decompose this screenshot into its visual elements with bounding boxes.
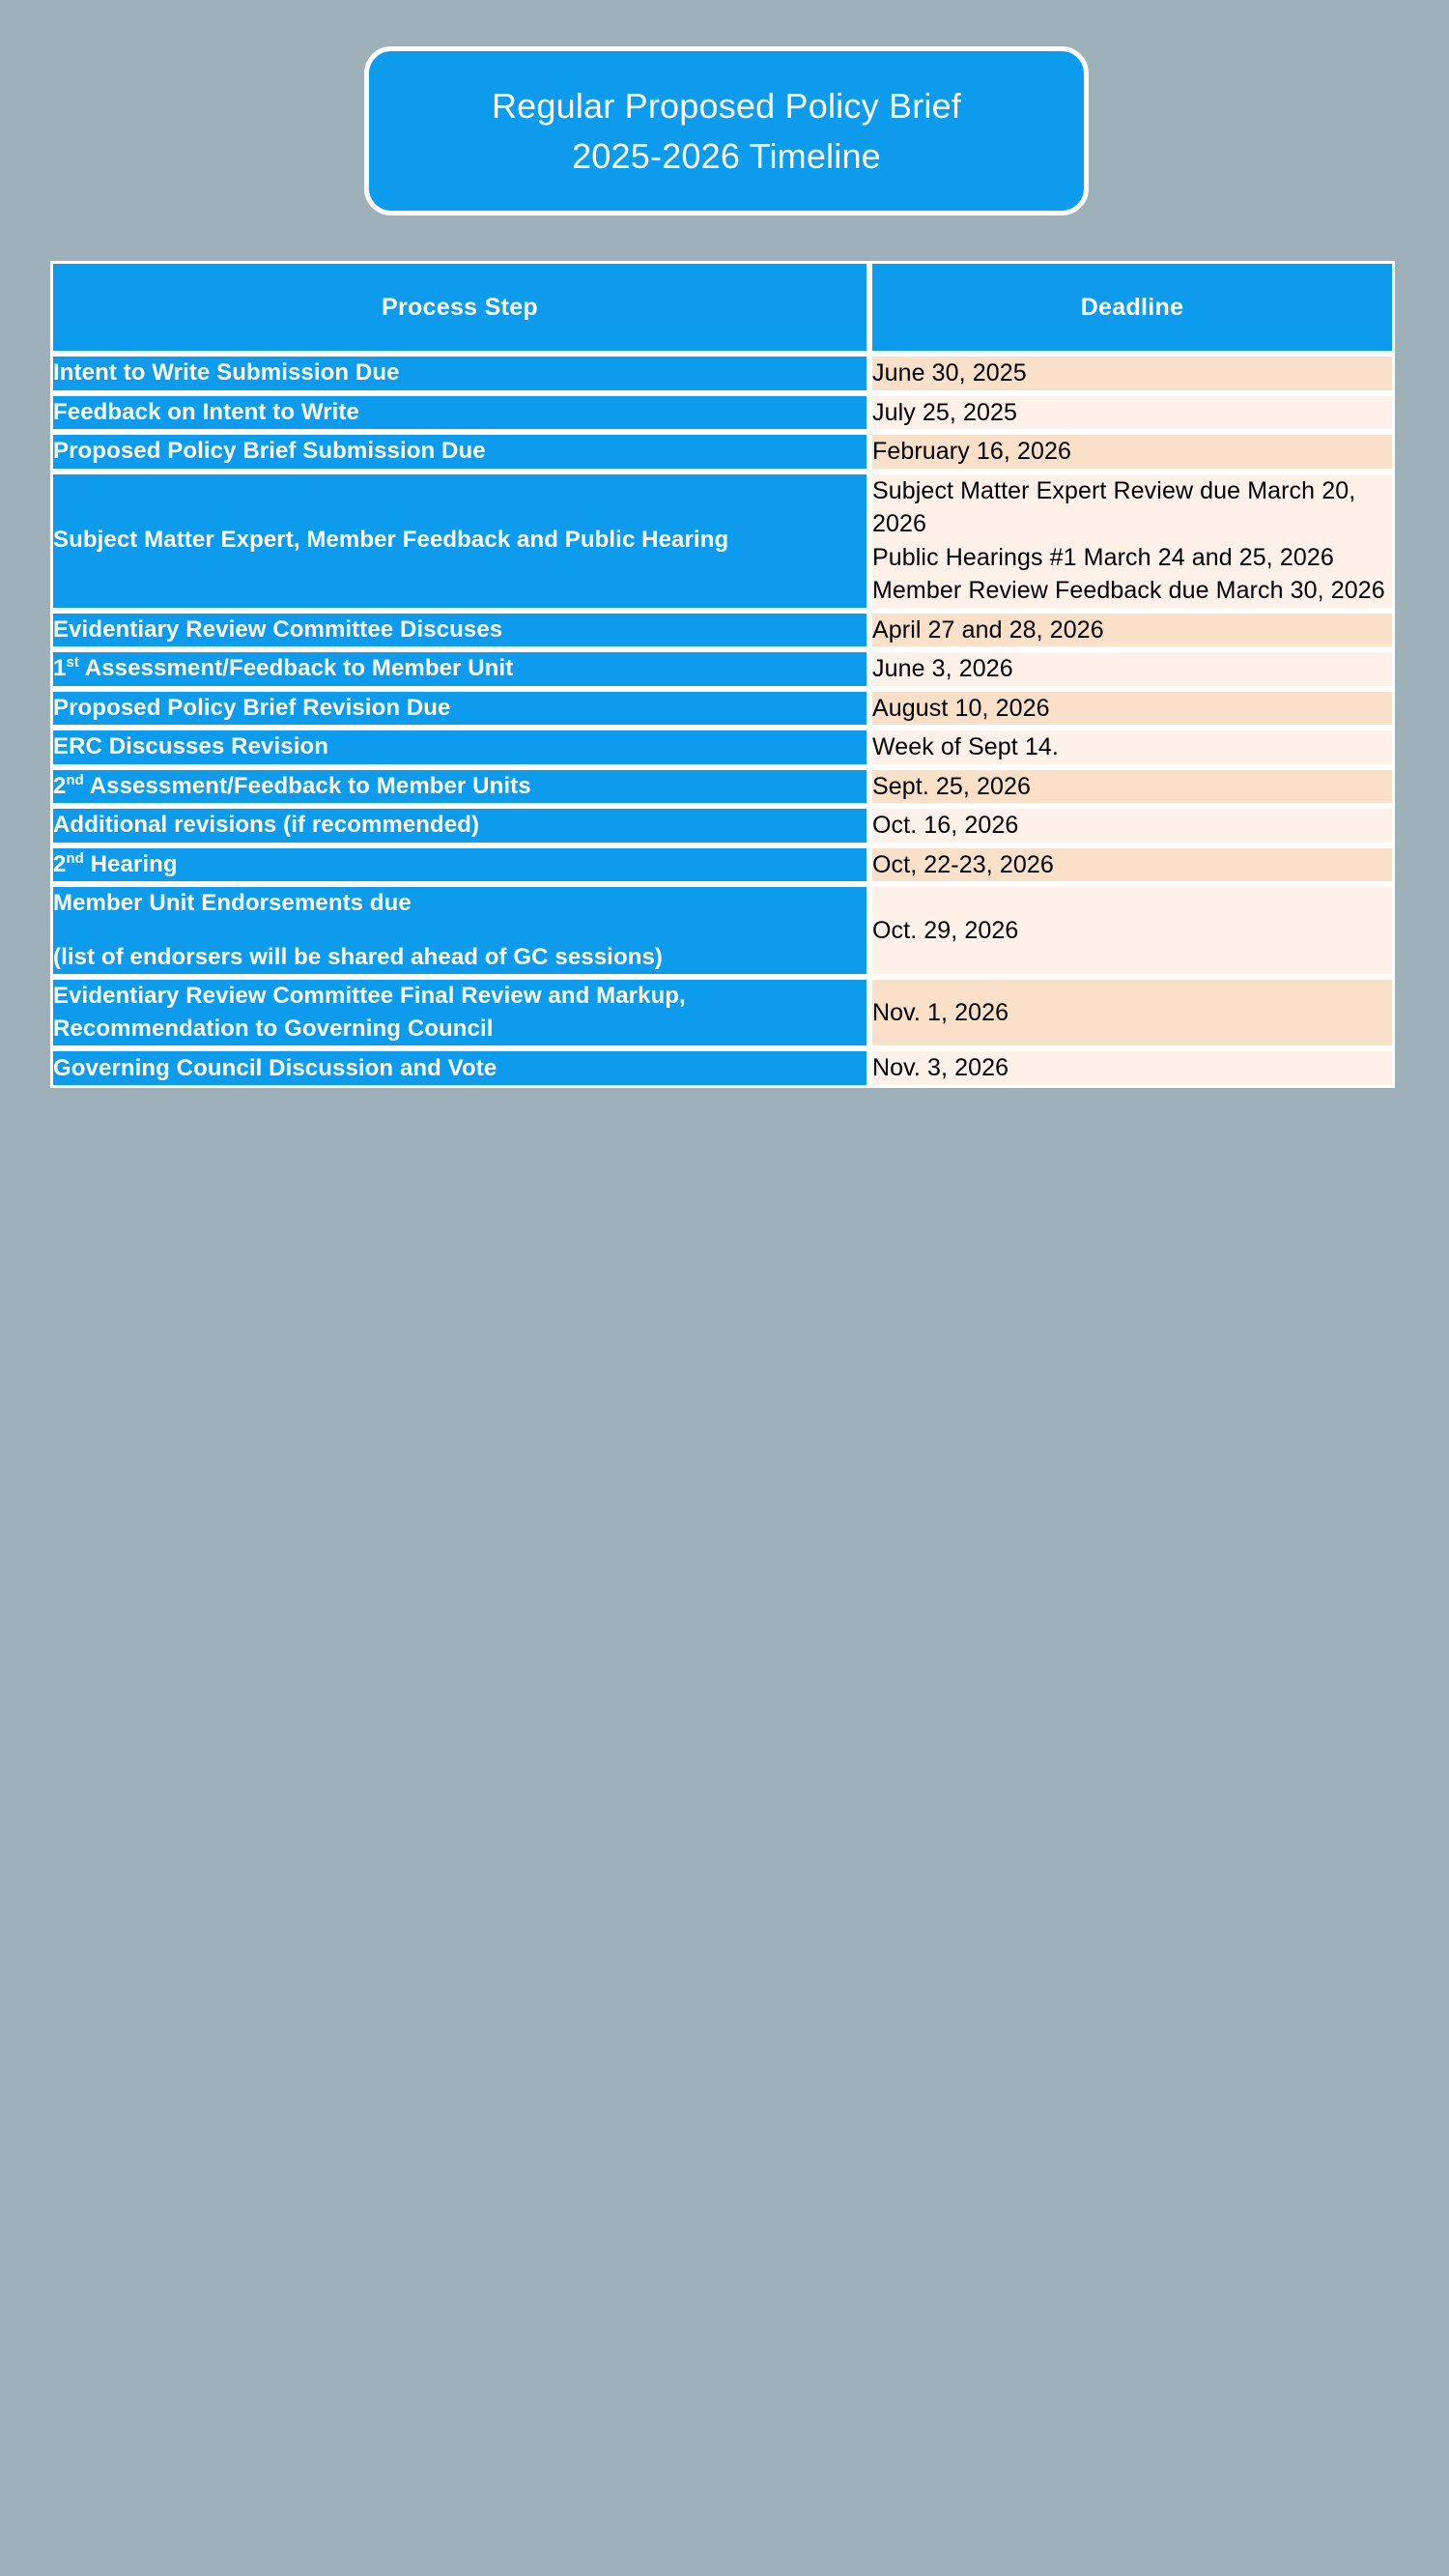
deadline-cell (869, 977, 1395, 1048)
process-step-label: Feedback on Intent to Write (53, 398, 359, 425)
ordinal-suffix: st (66, 655, 79, 672)
deadline-line: Member Review Feedback due March 30, 2026 (872, 577, 1385, 604)
deadline-cell (869, 393, 1395, 433)
deadline-line: Sept. 25, 2026 (872, 772, 1032, 800)
table-row (50, 354, 1395, 393)
ordinal-suffix: nd (66, 772, 84, 788)
table-row (50, 649, 1395, 689)
process-step-label: Proposed Policy Brief Submission Due (53, 438, 486, 465)
process-step-cell (50, 884, 869, 977)
table-row (50, 806, 1395, 845)
deadline-line: Oct, 22-23, 2026 (872, 850, 1054, 878)
process-step-paragraph: Member Unit Endorsements due (53, 890, 412, 916)
process-step-label: Intent to Write Submission Due (53, 359, 400, 386)
process-step-cell (50, 689, 869, 729)
process-step-cell (50, 806, 869, 845)
table-header-row (50, 261, 1395, 354)
process-step-cell (50, 845, 869, 885)
table-row (50, 884, 1395, 977)
process-step-cell (50, 767, 869, 807)
process-step-cell (50, 1048, 869, 1088)
process-step-paragraph: (list of endorsers will be shared ahead of GC sessions) (53, 944, 663, 971)
deadline-line: Oct. 29, 2026 (872, 916, 1019, 944)
deadline-cell (869, 432, 1395, 472)
title-card (364, 46, 1089, 215)
deadline-cell (869, 1048, 1395, 1088)
column-header-process-step: Process Step (50, 261, 869, 354)
deadline-cell (869, 649, 1395, 689)
deadline-line: April 27 and 28, 2026 (872, 615, 1104, 644)
process-step-cell (50, 977, 869, 1048)
process-step-cell (50, 354, 869, 393)
process-step-label: Evidentiary Review Committee Final Review and Markup, Recommendation to Governing Council (53, 983, 686, 1043)
table-row (50, 845, 1395, 885)
process-step-cell (50, 611, 869, 650)
deadline-cell (869, 728, 1395, 767)
deadline-line: Week of Sept 14. (872, 733, 1059, 760)
process-step-cell (50, 472, 869, 611)
deadline-line: June 3, 2026 (872, 655, 1013, 682)
process-step-cell (50, 728, 869, 767)
process-step-label: Evidentiary Review Committee Discuses (53, 615, 503, 643)
deadline-line: August 10, 2026 (872, 694, 1050, 722)
process-step-label: 2nd Assessment/Feedback to Member Units (53, 772, 531, 799)
deadline-line: February 16, 2026 (872, 438, 1071, 465)
deadline-line: Oct. 16, 2026 (872, 812, 1019, 839)
table-row (50, 472, 1395, 611)
process-step-label: 2nd Hearing (53, 850, 178, 877)
deadline-line: June 30, 2025 (872, 359, 1027, 386)
table-row (50, 728, 1395, 767)
process-step-cell (50, 393, 869, 433)
table-row (50, 1048, 1395, 1088)
table-row (50, 393, 1395, 433)
title-line-2: 2025-2026 Timeline (572, 135, 881, 176)
process-step-label: Subject Matter Expert, Member Feedback and Public Hearing (53, 527, 729, 554)
title-line-1: Regular Proposed Policy Brief (491, 86, 962, 127)
process-step-label: Proposed Policy Brief Revision Due (53, 694, 451, 721)
ordinal-suffix: nd (66, 850, 84, 867)
process-step-label: Governing Council Discussion and Vote (53, 1054, 497, 1081)
table-body (50, 354, 1395, 1088)
deadline-line: Nov. 1, 2026 (872, 998, 1009, 1026)
table-row (50, 977, 1395, 1048)
process-step-label: ERC Discusses Revision (53, 733, 328, 760)
deadline-cell (869, 845, 1395, 885)
deadline-cell (869, 611, 1395, 650)
deadline-line: July 25, 2025 (872, 398, 1018, 426)
timeline-table (50, 261, 1395, 1088)
process-step-label: Additional revisions (if recommended) (53, 812, 480, 839)
process-step-label: 1st Assessment/Feedback to Member Unit (53, 655, 514, 682)
deadline-cell (869, 689, 1395, 729)
deadline-cell (869, 472, 1395, 611)
deadline-cell (869, 767, 1395, 807)
table-row (50, 432, 1395, 472)
deadline-line: Public Hearings #1 March 24 and 25, 2026 (872, 543, 1334, 571)
deadline-line: Subject Matter Expert Review due March 20, 2026 (872, 476, 1356, 537)
table-row (50, 689, 1395, 729)
deadline-line: Nov. 3, 2026 (872, 1054, 1009, 1082)
deadline-cell (869, 354, 1395, 393)
table-row (50, 611, 1395, 650)
deadline-cell (869, 806, 1395, 845)
deadline-cell (869, 884, 1395, 977)
column-header-deadline: Deadline (869, 261, 1395, 354)
process-step-cell (50, 649, 869, 689)
table-row (50, 767, 1395, 807)
process-step-cell (50, 432, 869, 472)
